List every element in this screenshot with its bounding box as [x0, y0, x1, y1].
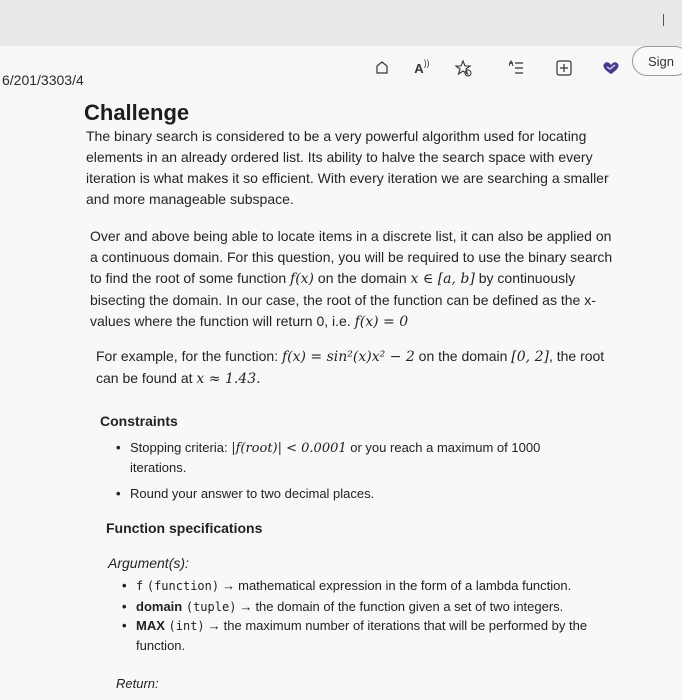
intro-line-2: elements in an already ordered list. Its ability to halve the search space with every [86, 149, 593, 165]
continuous-line-4: bisecting the domain. In our case, the root of the function can be defined as the x- [90, 292, 596, 308]
intro-line-3: iteration is what makes it so efficient. With every iteration we are searching a smaller [86, 170, 609, 186]
arg-name: f [136, 579, 144, 593]
text: Stopping criteria: [130, 440, 228, 455]
argument-item: • f (function) → mathematical expression in the form of a lambda function. [122, 578, 572, 593]
function-spec-heading: Function specifications [106, 520, 263, 536]
sign-in-button[interactable]: Sign [632, 46, 682, 76]
window-minimize-icon[interactable] [663, 14, 664, 26]
arguments-heading: Argument(s): [108, 555, 189, 571]
extensions-icon[interactable] [554, 58, 574, 78]
text: on the domain [317, 270, 407, 286]
constraint-item: • Stopping criteria: |f(root)| < 0.0001 or you reach a maximum of 1000 iterations. [116, 438, 636, 477]
math-root-def: f(x) = 0 [354, 314, 409, 330]
math-root: x ≈ 1.43. [196, 371, 261, 387]
arg-desc: the domain of the function given a set of two integers. [255, 599, 564, 614]
copilot-icon[interactable] [601, 58, 621, 78]
text: on the domain [418, 348, 508, 364]
constraints-heading: Constraints [100, 413, 178, 429]
read-aloud-icon[interactable]: A )) [414, 58, 430, 76]
arg-desc: the maximum number of iterations that will be performed by the [223, 618, 588, 633]
continuous-line-1: Over and above being able to locate items in a discrete list, it can also be applied on [90, 228, 612, 244]
browser-toolbar [0, 46, 682, 97]
continuous-line-2: a continuous domain. For this question, you will be required to use the binary search [90, 249, 613, 265]
argument-item: • MAX (int) → the maximum number of iterations that will be performed by the function. [122, 616, 642, 655]
arg-type: (int) [168, 619, 205, 633]
text: , the root [548, 348, 605, 364]
arg-type: (tuple) [185, 600, 237, 614]
window-titlebar [0, 0, 682, 47]
challenge-title: Challenge [84, 100, 190, 125]
math-domain: [0, 2] [511, 349, 549, 365]
favorites-icon[interactable] [453, 58, 473, 78]
continuous-paragraph [90, 226, 650, 333]
text: Round your answer to two decimal places. [130, 486, 375, 501]
collections-icon[interactable] [506, 58, 526, 78]
reader-icon[interactable] [372, 58, 392, 78]
address-bar[interactable]: 6/201/3303/4 [2, 72, 84, 88]
text: by continuously [478, 270, 576, 286]
arg-desc-cont: function. [136, 638, 186, 653]
arg-name: MAX [136, 618, 165, 633]
math-fx: f(x) [290, 271, 315, 287]
text: values where the function will return 0, i.e. [90, 313, 351, 329]
return-heading: Return: [116, 676, 159, 691]
text: to find the root of some function [90, 270, 287, 286]
arrow-icon: → [207, 618, 221, 633]
text: For example, for the function: [96, 348, 279, 364]
example-paragraph [96, 346, 656, 390]
argument-item: • domain (tuple) → the domain of the function given a set of two integers. [122, 599, 564, 614]
math-domain: x ∈ [a, b] [410, 271, 475, 287]
example-line-1 [96, 346, 656, 368]
arrow-icon: → [239, 599, 253, 614]
example-line-2 [96, 368, 656, 390]
arrow-icon: → [222, 578, 236, 593]
continuous-line-3 [90, 268, 650, 290]
math-func: f(x) = sin²(x)x² − 2 [281, 349, 415, 365]
intro-paragraph [86, 126, 646, 210]
arg-desc: mathematical expression in the form of a lambda function. [238, 578, 572, 593]
math-stop: |f(root)| < 0.0001 [231, 441, 347, 456]
intro-line-4: and more manageable subspace. [86, 191, 294, 207]
intro-line-1: The binary search is considered to be a very powerful algorithm used for locating [86, 128, 587, 144]
text: iterations. [130, 460, 187, 475]
text: can be found at [96, 370, 193, 386]
arg-type: (function) [146, 579, 220, 593]
arg-name: domain [136, 599, 183, 614]
constraint-item: • Round your answer to two decimal places. [116, 486, 375, 501]
text: or you reach a maximum of 1000 [350, 440, 541, 455]
continuous-line-5 [90, 311, 650, 333]
